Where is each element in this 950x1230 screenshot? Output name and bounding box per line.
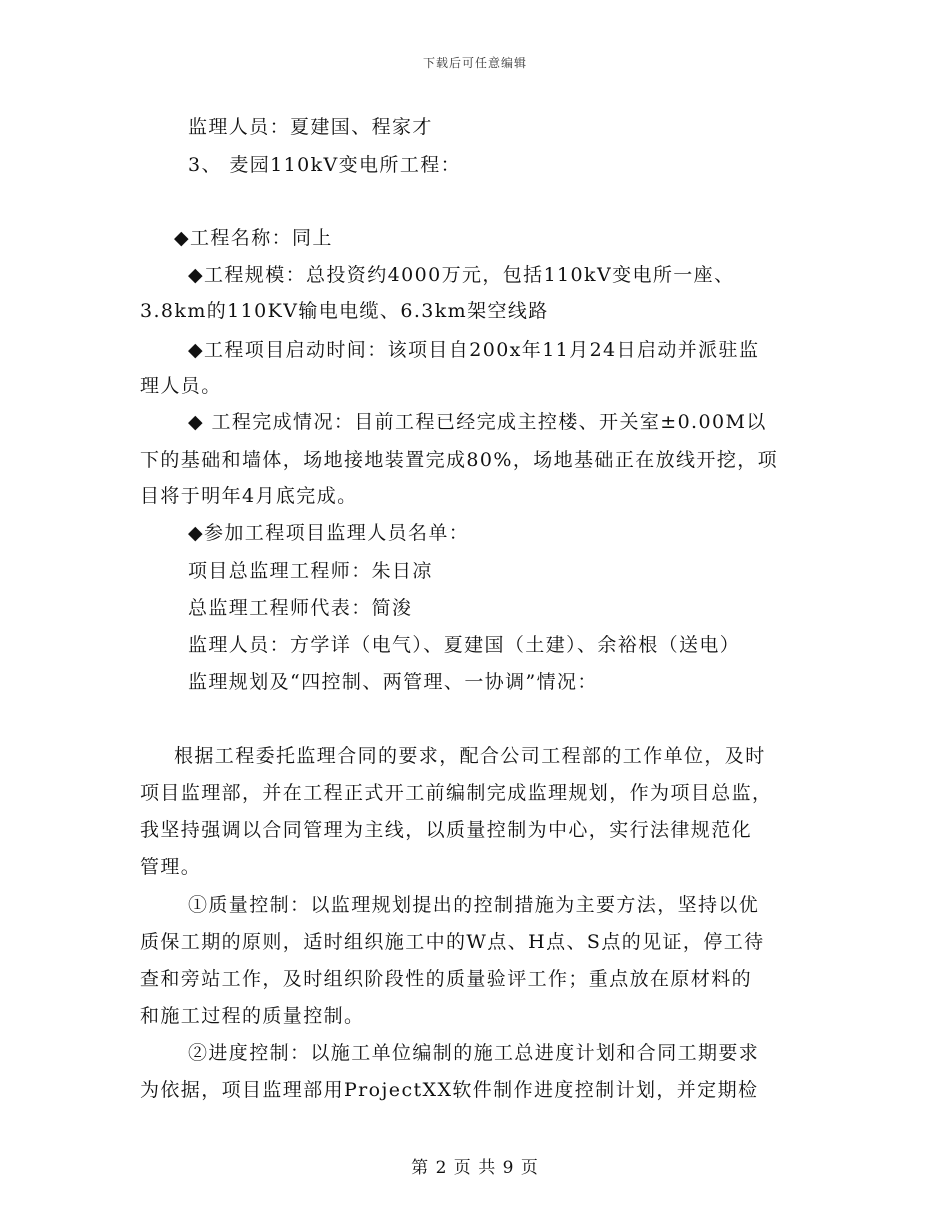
paragraph-line: ①质量控制：以监理规划提出的控制措施为主要方法，坚持以优	[188, 894, 760, 916]
bullet-line: ◆工程名称：同上	[174, 227, 333, 249]
bullet-line: ◆工程项目启动时间：该项目自200x年11月24日启动并派驻监	[188, 339, 760, 361]
paragraph-line: 根据工程委托监理合同的要求，配合公司工程部的工作单位，及时	[174, 745, 766, 767]
paragraph-line: ②进度控制：以施工单位编制的施工总进度计划和合同工期要求	[188, 1042, 760, 1064]
bullet-line: ◆工程规模：总投资约4000万元，包括110kV变电所一座、	[188, 264, 735, 286]
paragraph-line: 和施工过程的质量控制。	[140, 1005, 365, 1027]
paragraph-line: 为依据，项目监理部用ProjectXX软件制作进度控制计划，并定期检	[140, 1079, 759, 1101]
paragraph-line: 我坚持强调以合同管理为主线，以质量控制为中心，实行法律规范化	[140, 819, 753, 841]
bullet-line: ◆参加工程项目监理人员名单：	[188, 522, 470, 544]
text-line: 监理规划及“四控制、两管理、一协调”情况：	[188, 671, 598, 693]
page-header: 下载后可任意编辑	[422, 56, 527, 70]
paragraph-line: 查和旁站工作，及时组织阶段性的质量验评工作；重点放在原材料的	[140, 968, 753, 990]
text-line: 监理人员：方学详（电气）、夏建国（土建）、余裕根（送电）	[188, 634, 741, 656]
section-heading: 3、 麦园110kV变电所工程：	[188, 154, 462, 176]
bullet-line: ◆ 工程完成情况：目前工程已经完成主控楼、开关室±0.00M以	[188, 411, 767, 433]
text-line: 目将于明年4月底完成。	[140, 485, 358, 507]
page-number: 第 2 页 共 9 页	[411, 1158, 539, 1178]
text-line: 下的基础和墙体，场地接地装置完成80%，场地基础正在放线开挖，项	[140, 449, 779, 471]
text-line: 总监理工程师代表：简浚	[188, 597, 413, 619]
text-line: 监理人员：夏建国、程家才	[188, 116, 433, 138]
paragraph-line: 项目监理部，并在工程正式开工前编制完成监理规划，作为项目总监，	[140, 782, 773, 804]
text-line: 项目总监理工程师：朱日凉	[188, 560, 433, 582]
paragraph-line: 管理。	[140, 856, 202, 878]
paragraph-line: 质保工期的原则，适时组织施工中的W点、H点、S点的见证，停工待	[140, 931, 765, 953]
text-line: 理人员。	[140, 375, 222, 397]
text-line: 3.8km的110KV输电电缆、6.3km架空线路	[140, 300, 549, 322]
